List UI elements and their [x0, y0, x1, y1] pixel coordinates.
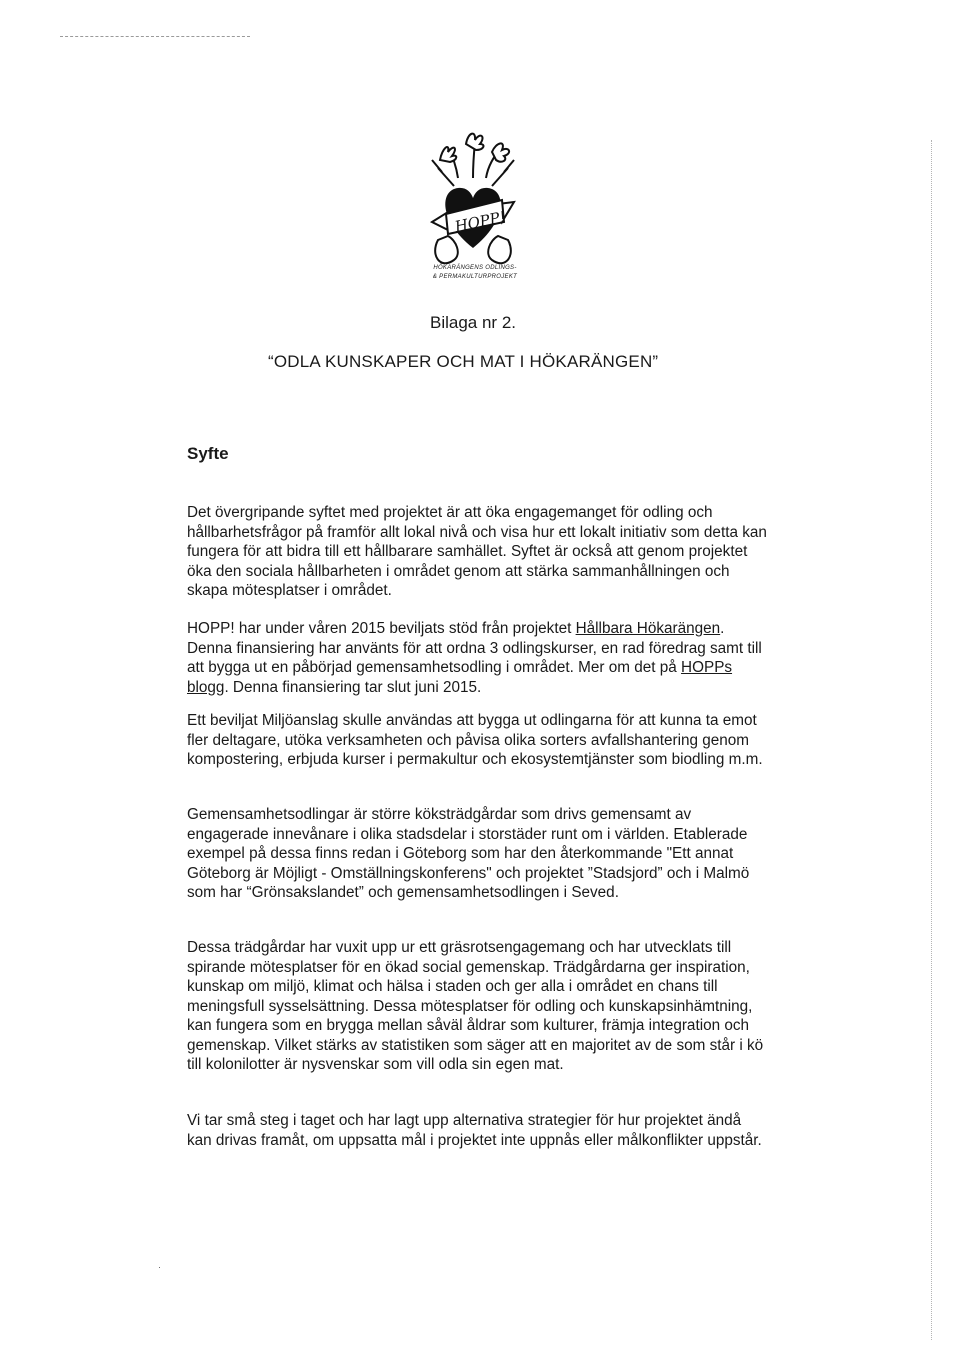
- scan-stray-mark: ·: [158, 1262, 161, 1272]
- document-title: “ODLA KUNSKAPER OCH MAT I HÖKARÄNGEN”: [268, 352, 659, 371]
- paragraph-miljoanslag: Ett beviljat Miljöanslag skulle användas att bygga ut odlingarna för att kunna ta emot fler deltagare, utöka verksamheten och påvisa olika sorters avfallshantering genom kompostering, erbjuda kurser i permakultur och ekosystemtjänster som biodling m.m.: [187, 712, 763, 768]
- paragraph-funding-text-2: . Denna finansiering har använts för att ordna 3 odlingskurser, en rad föredrag samt till att bygga ut en påbörjad gemensamhetsodling i området. Mer om det på: [187, 620, 762, 676]
- paragraph-purpose: Det övergripande syftet med projektet är att öka engagemanget för odling och hållbarhetsfrågor på framför allt lokal nivå och visa hur ett lokalt initiativ som detta kan fungera för att bidra till ett hållbarare samhället. Syftet är också att genom projektet öka den sociala hållbarheten i området genom att stärka sammanhållningen och skapa mötesplatser i området.: [187, 504, 767, 599]
- paragraph-gemensamhetsodlingar: Gemensamhetsodlingar är större köksträdgårdar som drivs gemensamt av engagerade innevånare i olika stadsdelar i storstäder runt om i världen. Etablerade exempel på dessa finns redan i Göteborg som har den återkommande "Ett annat Göteborg är Möjligt - Omställningskonferens" och projektet ”Stadsjord” och i Malmö som har “Grönsakslandet” och gemensamhetsodlingen i Seved.: [187, 806, 750, 901]
- hallbara-hokarangen-link[interactable]: Hållbara Hökarängen: [575, 620, 721, 637]
- paragraph-funding-text-1: HOPP! har under våren 2015 beviljats stöd från projektet: [187, 620, 576, 637]
- paragraph-tradgardar: Dessa trädgårdar har vuxit upp ur ett gräsrotsengagemang och har utvecklats till spirande mötesplatser för en ökad social gemenskap. Trädgårdarna ger inspiration, kunskap om miljö, klimat och hälsa i staden och ger alla i området en chans till meningsfull sysselsättning. Dessa mötesplatser för odling och kunskapsinhämtning, kan fungera som en brygga mellan såväl åldrar som kulturer, främja integration och gemenskap. Vilket stärks av statistiken som säger att en majoritet av de som står i kö till kolonilotter är nysvenskar som vill odla sin egen mat.: [187, 939, 764, 1073]
- logo-caption-line-1: HÖKARÄNGENS ODLINGS-: [433, 265, 517, 271]
- logo-badge-text: HOPP!: [453, 207, 508, 236]
- section-heading: Syfte: [187, 444, 229, 463]
- logo-caption: [420, 264, 530, 282]
- hopps-blogg-link[interactable]: HOPPs blogg: [187, 659, 733, 696]
- attachment-label: Bilaga nr 2.: [430, 313, 516, 332]
- paragraph-funding: [187, 619, 767, 697]
- paragraph-funding-text-3: . Denna finansiering tar slut juni 2015.: [224, 678, 482, 696]
- paragraph-strategier: Vi tar små steg i taget och har lagt upp alternativa strategier för hur projektet ändå kan drivas framåt, om uppsatta mål i projektet inte uppnås eller målkonflikter uppstår.: [187, 1112, 762, 1149]
- logo-caption-line-2: & PERMAKULTURPROJEKT: [432, 274, 518, 280]
- scan-edge-line: [930, 140, 932, 1340]
- scan-artifact-line: [60, 36, 250, 41]
